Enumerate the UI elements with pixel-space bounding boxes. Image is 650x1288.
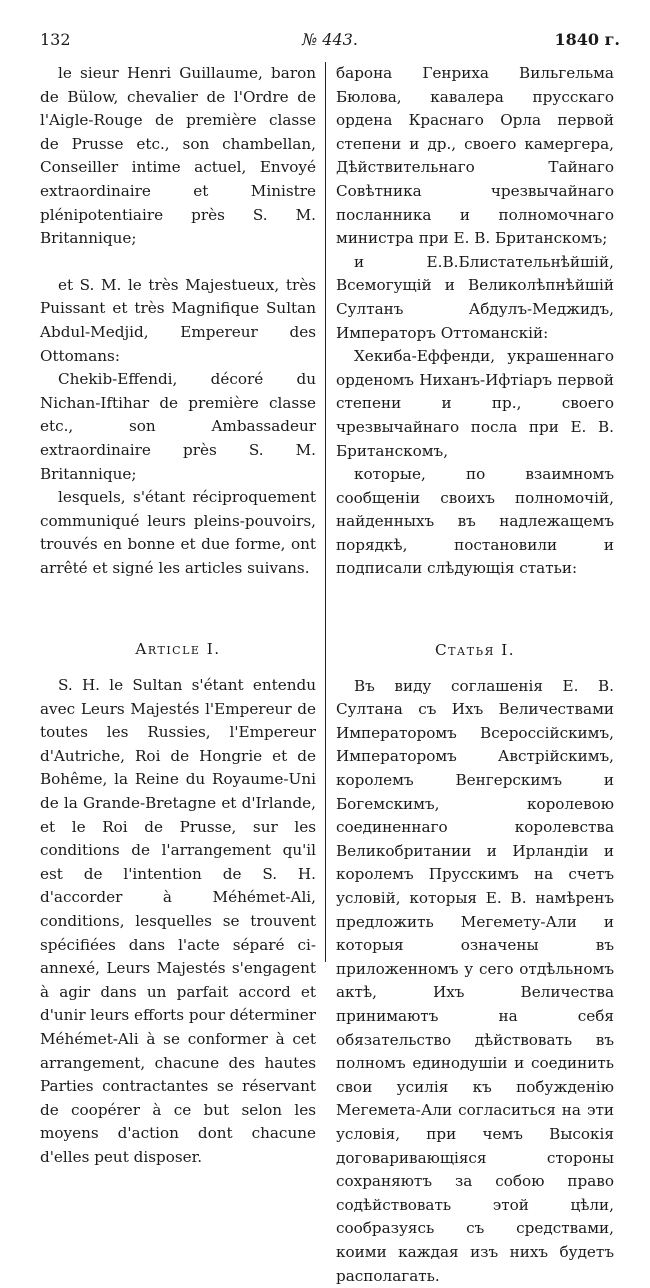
year-label: 1840 г.	[554, 30, 620, 49]
document-number: № 443.	[302, 30, 358, 49]
left-spacer	[40, 251, 316, 274]
page-number: 132	[40, 30, 71, 49]
left-intro-paragraph-4: lesquels, s'étant réciproquement communiqué leurs pleins-pouvoirs, trouvés en bonne et due forme, ont arrêté et signé les articles suivans.	[40, 488, 316, 577]
right-column-russian	[336, 62, 614, 1288]
right-intro-paragraph-4: которые, по взаимномъ сообщеніи своихъ полномочій, найденныхъ въ надлежащемъ порядкѣ, постановили и подписали слѣдующія статьи:	[336, 465, 614, 578]
right-intro-paragraph-2: и Е.В.Блистательнѣйшій, Всемогущій и Великолѣпнѣйшій Султанъ Абдулъ-Меджидъ, Императоръ Оттоманскій:	[336, 252, 614, 342]
left-article-title: Article I.	[135, 640, 221, 659]
right-article-title: Статья I.	[434, 641, 516, 660]
page-header	[40, 30, 620, 54]
left-intro-paragraph-2: et S. M. le très Majestueux, très Puissant et très Magnifique Sultan Abdul-Medjid, Empereur des Ottomans:	[40, 275, 316, 365]
left-intro-paragraph-3: Chekib-Effendi, décoré du Nichan-Iftihar de première classe etc., son Ambassadeur extraordinaire près S. M. Britannique;	[40, 370, 316, 483]
column-divider	[325, 62, 326, 962]
left-article-text: S. H. le Sultan s'étant entendu avec Leurs Majestés l'Empereur de toutes les Russies, l'Empereur d'Autriche, Roi de Hongrie et de Bohême, la Reine du Royaume-Uni de la Grande-Bretagne et d'Irlande, et le Roi de Prusse, sur les conditions de l'arrangement qu'il est de l'intention de S. H. d'accorder à Méhémet-Ali, conditions, lesquelles se trouvent spécifiées dans l'acte séparé ci-annexé, Leurs Majestés s'engagent à agir dans un parfait accord et d'unir leurs efforts pour déterminer Méhémet-Ali à se conformer à cet arrangement, chacune des hautes Parties contractantes se réservant de coopérer à ce but selon les moyens d'action dont chacune d'elles peut disposer.	[40, 676, 316, 1166]
left-intro-paragraph-1: le sieur Henri Guillaume, baron de Bülow, chevalier de l'Ordre de l'Aigle-Rouge de première classe de Prusse etc., son chambellan, Conseiller intime actuel, Envoyé extraordinaire et Ministre plénipotentiaire près S. M. Britannique;	[40, 64, 316, 248]
left-column-french	[40, 62, 316, 1170]
right-intro-paragraph-1: барона Генриха Вильгельма Бюлова, кавалера прусскаго ордена Краснаго Орла первой степени и др., своего камергера, Дѣйствительнаго Тайнаго Совѣтника чрезвычайнаго посланника и полномочнаго министра при Е. В. Британскомъ;	[336, 64, 614, 248]
right-gap	[336, 581, 614, 639]
left-title-gap	[40, 662, 316, 674]
right-title-gap	[336, 663, 614, 675]
left-gap	[40, 580, 316, 638]
right-intro-paragraph-3: Хекиба-Еффенди, украшеннаго орденомъ Ниханъ-Ифтіаръ первой степени и пр., своего чрезвычайнаго посла при Е. В. Британскомъ,	[336, 347, 614, 460]
right-article-text: Въ виду соглашенія Е. В. Султана съ Ихъ Величествами Императоромъ Всероссійскимъ, Императоромъ Австрійскимъ, королемъ Венгерскимъ и Богемскимъ, королевою соединеннаго королевства Великобритании и Ирландіи и королемъ Прусскимъ на счетъ условій, которыя Е. В. намѣренъ предложить Мегемету-Али и которыя означены въ приложенномъ у сего отдѣльномъ актѣ, Ихъ Величества принимаютъ на себя обязательство дѣйствовать въ полномъ единодушіи и соединить свои усилія къ побужденію Мегемета-Али согласиться на эти условія, при чемъ Высокія договаривающіяся стороны сохраняютъ за собою право содѣйствовать этой цѣли, сообразуясь съ средствами, коими каждая изъ нихъ будетъ располагать.	[336, 676, 614, 1285]
